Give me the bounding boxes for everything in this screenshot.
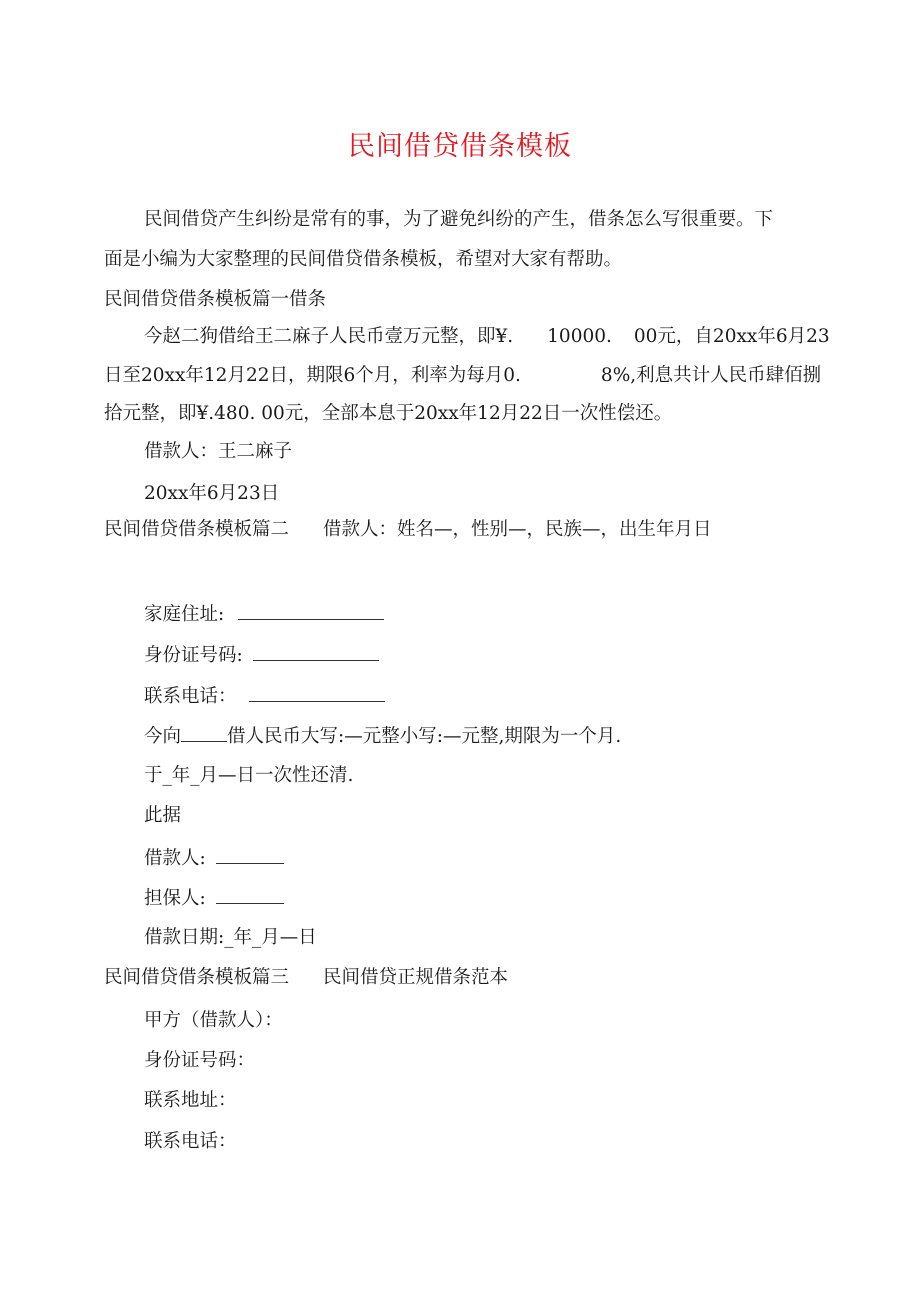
section2-phone-row: [144, 683, 385, 709]
section2-guarantor-row: [144, 885, 284, 911]
loan-text: 借人民币大写:—元整小写:—元整,期限为一个月.: [227, 726, 622, 747]
section2-loan-date: 借款日期:_年_月—日: [144, 927, 317, 948]
section3-heading-detail: 民间借贷正规借条范本: [323, 967, 509, 988]
section1-body-line-1: [144, 325, 830, 349]
guarantor-blank[interactable]: [216, 885, 284, 904]
section1-amount: 10000.: [547, 326, 612, 347]
section2-address-row: [144, 601, 384, 627]
section1-borrower: 借款人：王二麻子: [144, 441, 293, 462]
loan-text: 今向: [144, 726, 182, 747]
section3-party-a: 甲方（借款人）：: [144, 1010, 283, 1031]
section2-evidence: 此据: [144, 805, 182, 826]
guarantor-label: 担保人:: [144, 888, 206, 909]
borrower-blank[interactable]: [216, 845, 284, 864]
phone-blank[interactable]: [249, 683, 385, 702]
document-title: 民间借贷借条模板: [348, 131, 572, 162]
section3-id-label: 身份证号码：: [144, 1050, 256, 1071]
section2-heading: 民间借贷借条模板篇二: [104, 519, 290, 540]
address-blank[interactable]: [238, 601, 384, 620]
section1-heading: 民间借贷借条模板篇一借条: [104, 289, 327, 310]
section3-heading-line: [104, 966, 508, 990]
section2-borrower-row: [144, 845, 284, 871]
section1-date: 20xx年6月23日: [144, 483, 280, 504]
section2-id-row: [144, 642, 379, 668]
lender-blank[interactable]: [181, 723, 227, 742]
section1-body-text: 00元，自20xx年6月23: [633, 326, 830, 347]
section1-body-text: 日至20xx年12月22日，期限6个月，利率为每月0.: [104, 365, 521, 386]
address-label: 家庭住址:: [144, 604, 225, 625]
intro-paragraph-line-1: 民间借贷产生纠纷是常有的事，为了避免纠纷的产生，借条怎么写很重要。下: [144, 209, 774, 230]
section3-address-label: 联系地址：: [144, 1090, 237, 1111]
section2-heading-line: [104, 518, 712, 542]
section3-heading: 民间借贷借条模板篇三: [104, 967, 290, 988]
section1-body-line-2: [104, 364, 821, 388]
id-number-blank[interactable]: [253, 642, 379, 661]
section2-heading-detail: 借款人：姓名—，性别—，民族—，出生年月日: [323, 519, 712, 540]
borrower-label: 借款人:: [144, 848, 206, 869]
section1-body-text: 今赵二狗借给王二麻子人民币壹万元整，即¥.: [144, 326, 514, 347]
id-number-label: 身份证号码:: [144, 645, 243, 666]
section1-body-text: 8%,利息共计人民币肆佰捌: [600, 365, 822, 386]
phone-label: 联系电话：: [144, 686, 237, 707]
section3-phone-label: 联系电话：: [144, 1131, 237, 1152]
section1-body-line-3: 拾元整，即¥.480. 00元，全部本息于20xx年12月22日一次性偿还。: [104, 403, 673, 424]
intro-paragraph-line-2: 面是小编为大家整理的民间借贷借条模板，希望对大家有帮助。: [104, 249, 623, 270]
section2-repay-line: 于_年_月—日一次性还清.: [144, 765, 354, 786]
section2-loan-line: [144, 723, 621, 749]
